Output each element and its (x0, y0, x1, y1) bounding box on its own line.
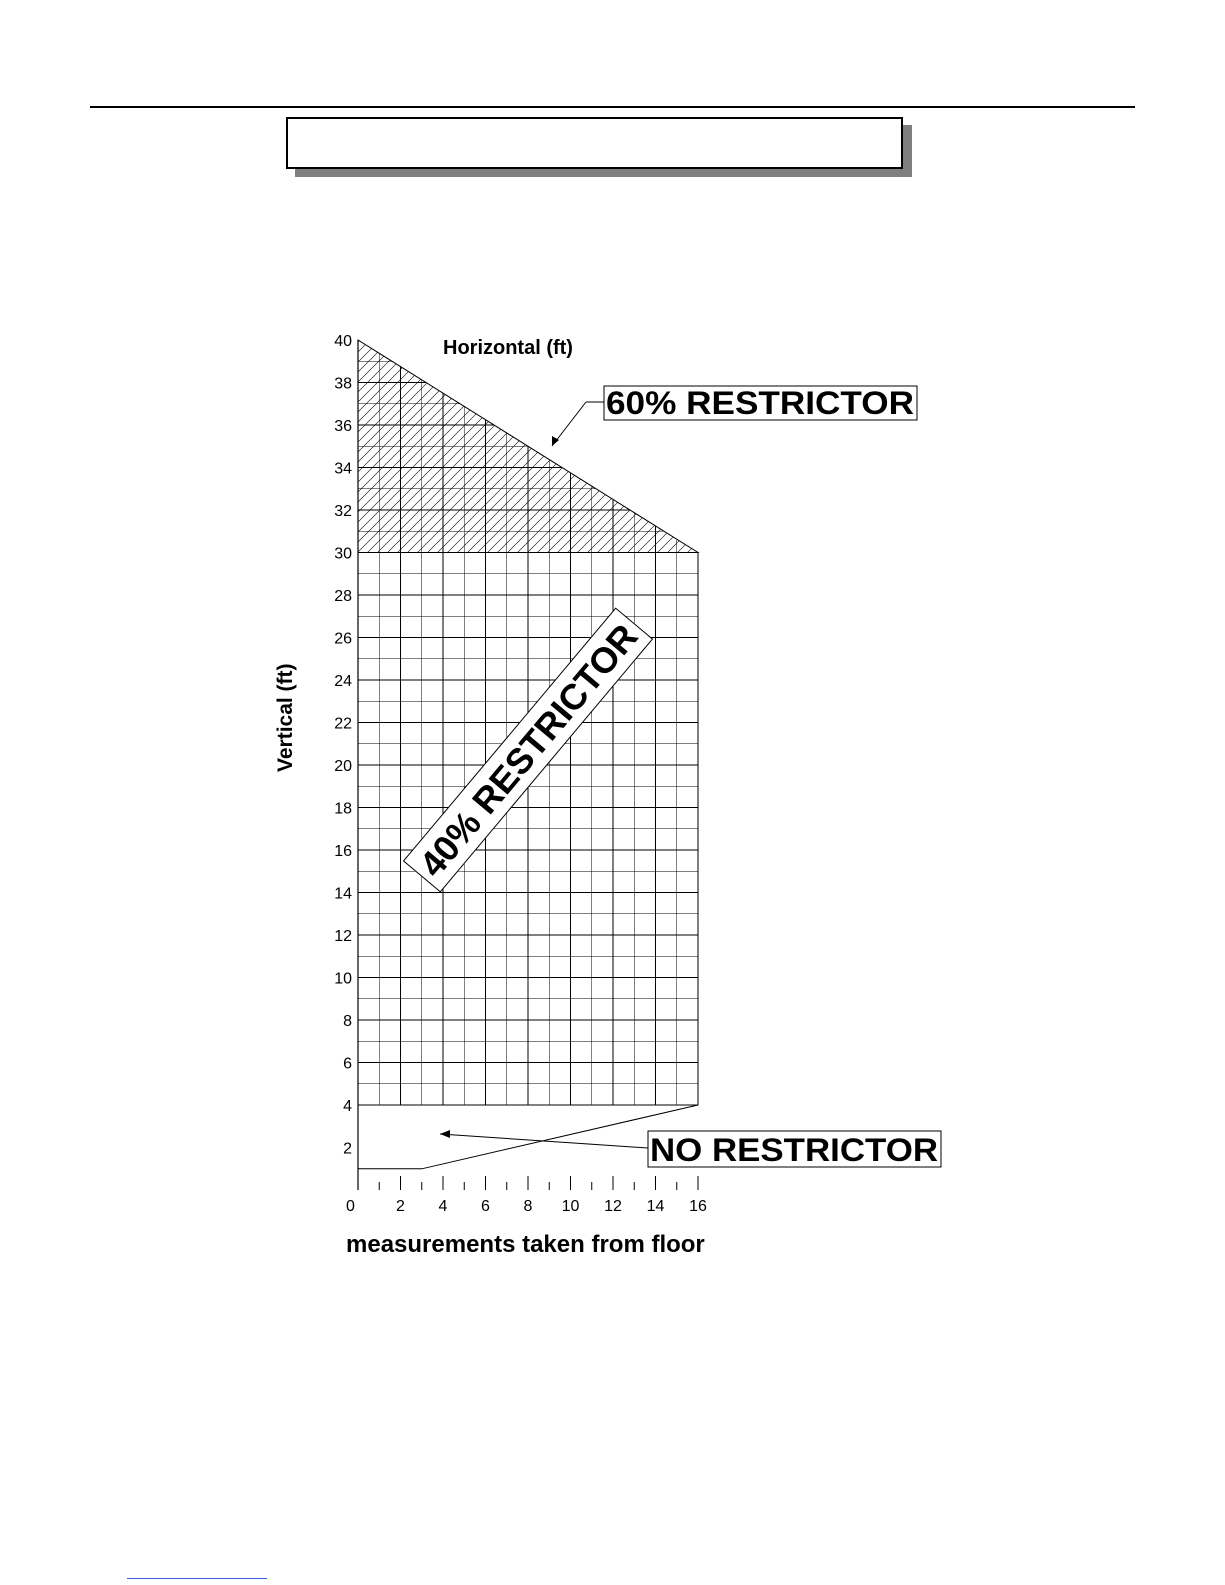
y-tick-label: 14 (334, 885, 352, 903)
y-tick-label: 16 (334, 843, 352, 860)
x-tick-label: 4 (438, 1198, 448, 1215)
y-tick-label: 20 (334, 758, 352, 775)
callout-60-restrictor (552, 385, 917, 446)
y-tick-label: 38 (334, 375, 352, 393)
y-tick-label: 4 (343, 1098, 352, 1115)
y-tick-label: 10 (334, 970, 352, 988)
zone-label-40-restrictor: 40% RESTRICTOR (411, 616, 646, 885)
y-tick-label: 12 (334, 928, 352, 945)
y-tick-label: 36 (334, 418, 352, 435)
y-tick-label: 18 (334, 800, 352, 818)
y-tick-label: 32 (334, 503, 352, 520)
y-tick-label: 6 (343, 1055, 352, 1073)
horizontal-axis-label: Horizontal (ft) (443, 337, 573, 359)
zone-label-no-restrictor: NO RESTRICTOR (650, 1132, 938, 1168)
y-tick-label: 22 (334, 715, 352, 733)
y-tick-label: 28 (334, 588, 352, 605)
bottom-caption: measurements taken from floor (346, 1231, 705, 1258)
x-tick-label: 14 (646, 1198, 665, 1215)
y-tick-label: 8 (343, 1013, 352, 1030)
x-tick-label: 6 (481, 1198, 490, 1215)
x-tick-label: 10 (561, 1198, 580, 1215)
x-tick-label: 12 (604, 1198, 622, 1215)
x-tick-label: 0 (346, 1198, 355, 1215)
y-tick-label: 30 (334, 545, 352, 563)
vertical-axis-label: Vertical (ft) (274, 663, 297, 772)
x-tick-label: 16 (689, 1198, 707, 1215)
y-tick-label: 40 (334, 333, 352, 350)
y-tick-label: 26 (334, 630, 352, 648)
y-tick-label: 34 (334, 460, 352, 478)
y-tick-label: 24 (334, 673, 352, 690)
x-tick-label: 2 (396, 1198, 405, 1215)
y-tick-label: 2 (343, 1140, 352, 1158)
x-tick-label: 8 (523, 1198, 533, 1215)
zone-label-60-restrictor: 60% RESTRICTOR (606, 385, 914, 421)
zone-no-restrictor (358, 1105, 698, 1169)
